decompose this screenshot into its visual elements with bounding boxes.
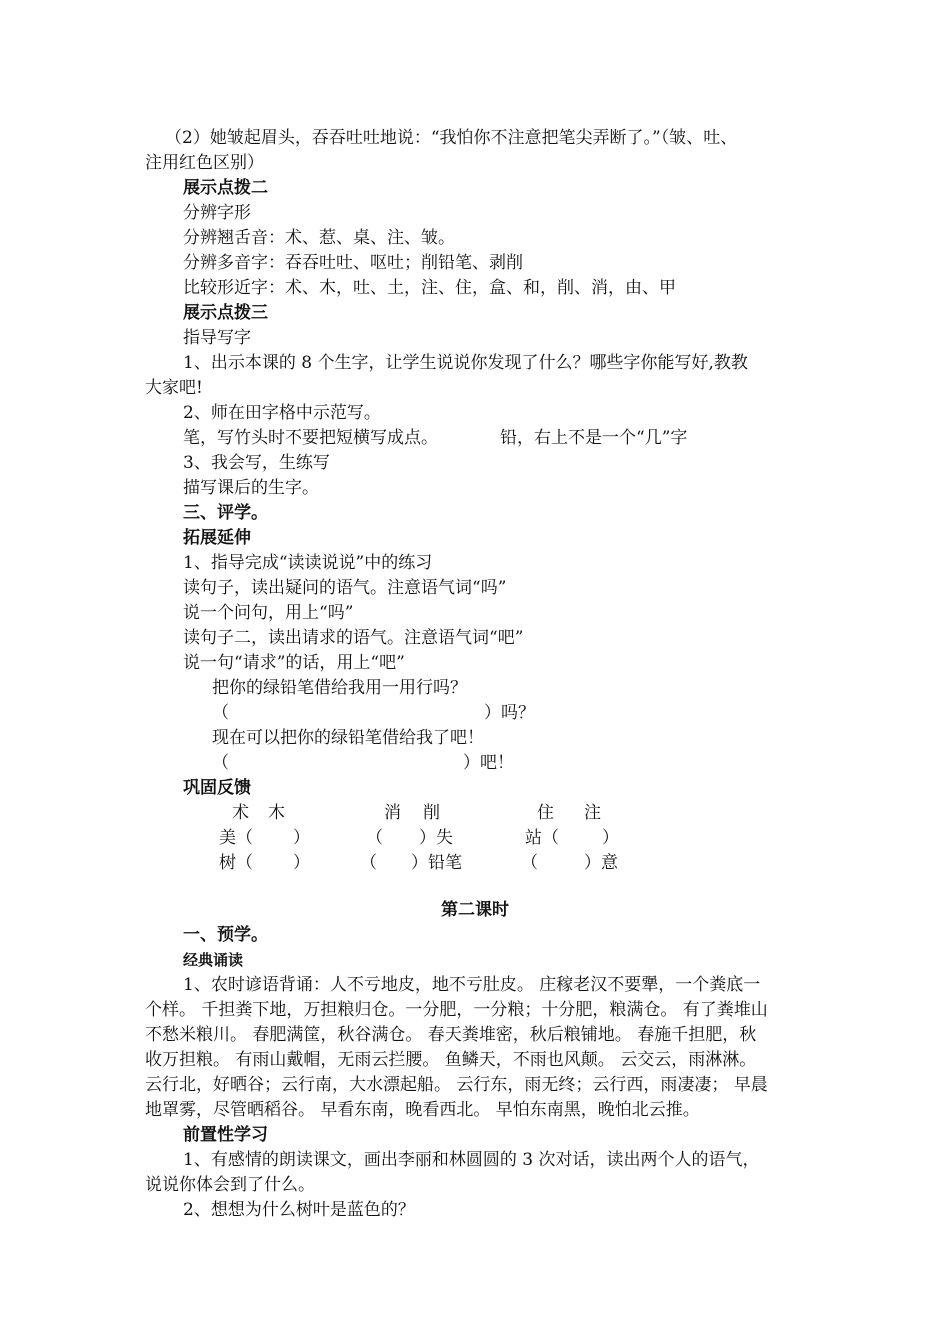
text-line: 描写课后的生字。 — [183, 478, 319, 498]
text-line: 1、有感情的朗读课文，画出李丽和林圆圆的 3 次对话，读出两个人的语气， — [183, 1150, 760, 1170]
exercise-blank: ）铅笔 — [411, 853, 462, 873]
text-line: 云行北，好晒谷；云行南，大水漂起船。 云行东，雨无终；云行西，雨凄凄； 早晨 — [145, 1075, 768, 1095]
section-heading: 展示点拨二 — [183, 178, 268, 198]
text-line: 地罩雾，尽管晒稻谷。 早看东南，晚看西北。 早怕东南黑，晚怕北云推。 — [145, 1100, 700, 1120]
exercise-blank: 站（ — [525, 828, 559, 848]
section-heading: 展示点拨三 — [183, 303, 268, 323]
text-line: 读句子二，读出请求的语气。注意语气词“吧” — [183, 628, 524, 648]
section-heading: 拓展延伸 — [183, 528, 251, 548]
exercise-blank: ） — [293, 853, 310, 873]
text-line: 现在可以把你的绿铅笔借给我了吧！ — [212, 728, 484, 748]
text-line: （2）她皱起眉头，吞吞吐吐地说：“我怕你不注意把笔尖弄断了。”（皱、吐、 — [165, 128, 738, 148]
exercise-char: 消 — [384, 803, 401, 823]
text-line: 分辨字形 — [183, 203, 251, 223]
text-line: ）吧！ — [463, 753, 514, 773]
exercise-blank: ）失 — [419, 828, 453, 848]
text-line: （ — [212, 753, 229, 773]
text-line: 2、师在田字格中示范写。 — [183, 403, 381, 423]
text-line: 把你的绿铅笔借给我用一用行吗？ — [212, 678, 467, 698]
text-line: 1、出示本课的 8 个生字，让学生说说你发现了什么？哪些字你能写好,教教 — [183, 353, 748, 373]
exercise-blank: ） — [293, 828, 310, 848]
exercise-blank: ）意 — [584, 853, 618, 873]
exercise-blank: （ — [366, 828, 383, 848]
section-heading: 一、预学。 — [183, 925, 268, 945]
exercise-blank: 树（ — [219, 853, 253, 873]
exercise-char: 木 — [268, 803, 285, 823]
text-line: 个样。 千担粪下地，万担粮归仓。一分肥，一分粮；十分肥，粮满仓。 有了粪堆山 — [145, 1000, 768, 1020]
text-line: 2、想想为什么树叶是蓝色的？ — [183, 1200, 415, 1220]
text-line: 1、指导完成“读读说说”中的练习 — [183, 553, 433, 573]
section-heading: 前置性学习 — [183, 1125, 268, 1145]
exercise-blank: ） — [602, 828, 619, 848]
text-line: 说说你体会到了什么。 — [145, 1175, 315, 1195]
text-line: 指导写字 — [183, 328, 251, 348]
text-line: （ — [212, 703, 229, 723]
text-line: 说一个问句，用上“吗” — [183, 603, 354, 623]
exercise-char: 住 — [537, 803, 554, 823]
text-line: 大家吧! — [145, 378, 203, 398]
section-heading: 经典诵读 — [183, 951, 244, 969]
text-line: 铅，右上不是一个“几”字 — [500, 428, 688, 448]
text-line: 比较形近字：术、木，吐、土，注、住，盒、和，削、消，由、甲 — [183, 278, 676, 298]
lesson-title: 第二课时 — [441, 900, 509, 920]
text-line: 注用红色区别） — [145, 153, 264, 173]
text-line: 读句子，读出疑问的语气。注意语气词“吗” — [183, 578, 507, 598]
text-line: ）吗？ — [484, 703, 535, 723]
section-heading: 巩固反馈 — [183, 778, 251, 798]
text-line: 不愁米粮川。 春肥满筐，秋谷满仓。 春天粪堆密，秋后粮铺地。 春施千担肥，秋 — [145, 1025, 757, 1045]
text-line: 1、农时谚语背诵：人不亏地皮，地不亏肚皮。 庄稼老汉不要犟，一个粪底一 — [183, 975, 761, 995]
text-line: 收万担粮。 有雨山戴帽，无雨云拦腰。 鱼鳞天，不雨也风颠。 云交云，雨淋淋。 — [145, 1050, 757, 1070]
exercise-char: 术 — [232, 803, 249, 823]
text-line: 分辨多音字：吞吞吐吐、呕吐；削铅笔、剥削 — [183, 253, 523, 273]
text-line: 说一句“请求”的话，用上“吧” — [183, 653, 405, 673]
text-line: 笔，写竹头时不要把短横写成点。 — [183, 428, 438, 448]
text-line: 分辨翘舌音：术、惹、桌、注、皱。 — [183, 228, 455, 248]
exercise-blank: （ — [360, 853, 377, 873]
exercise-blank: 美（ — [219, 828, 253, 848]
section-heading: 三、评学。 — [183, 503, 268, 523]
exercise-blank: （ — [521, 853, 538, 873]
text-line: 3、我会写，生练写 — [183, 453, 330, 473]
exercise-char: 注 — [584, 803, 601, 823]
exercise-char: 削 — [423, 803, 440, 823]
